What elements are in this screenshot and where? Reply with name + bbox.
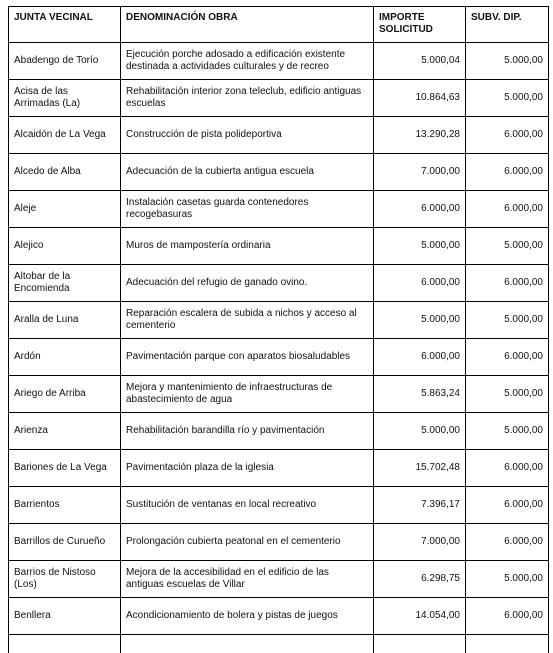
- cell-denominacion-obra: Pavimentación plaza de la iglesia: [121, 450, 374, 487]
- cell-subv-dip: 6.000,00: [466, 191, 549, 228]
- cell-importe-solicitud: 5.863,24: [374, 376, 466, 413]
- cell-importe-solicitud: 14.054,00: [374, 598, 466, 635]
- cell-denominacion-obra: Mejora de la accesibilidad en el edificio de las antiguas escuelas de Villar: [121, 561, 374, 598]
- cell-denominacion-obra: Muros de mampostería ordinaria: [121, 228, 374, 265]
- cell-denominacion-obra: Adecuación del refugio de ganado ovino.: [121, 265, 374, 302]
- cell-junta-vecinal: Barrios de Nistoso (Los): [9, 561, 121, 598]
- cell-denominacion-obra: Reparación escalera de subida a nichos y acceso al cementerio: [121, 302, 374, 339]
- cell-importe-solicitud: 15.702,48: [374, 450, 466, 487]
- cell-subv-dip: 5.000,00: [466, 413, 549, 450]
- cell-denominacion-obra: Acondicionamiento de bolera y pistas de juegos: [121, 598, 374, 635]
- header-subv-dip: SUBV. DIP.: [466, 7, 549, 43]
- cell-junta-vecinal: Abadengo de Torío: [9, 43, 121, 80]
- table-row: [9, 376, 549, 413]
- cell-junta-vecinal: Altobar de la Encomienda: [9, 265, 121, 302]
- table-row: [9, 228, 549, 265]
- cell-denominacion-obra: Sustitución de ventanas en local recreativo: [121, 487, 374, 524]
- subsidy-table: [8, 6, 549, 653]
- cell-denominacion-obra: Pavimentación parque con aparatos biosaludables: [121, 339, 374, 376]
- cell-denominacion-obra: Adecuación de la cubierta antigua escuela: [121, 154, 374, 191]
- cell-denominacion-obra: Prolongación cubierta peatonal en el cementerio: [121, 524, 374, 561]
- table-row: [9, 265, 549, 302]
- cell-subv-dip: 5.000,00: [466, 80, 549, 117]
- cell-denominacion-obra: Instalación casetas guarda contenedores recogebasuras: [121, 191, 374, 228]
- cell-junta-vecinal: Alcedo de Alba: [9, 154, 121, 191]
- table-row: [9, 43, 549, 80]
- table-row: [9, 561, 549, 598]
- table-row: [9, 154, 549, 191]
- cell-subv-dip: 6.000,00: [466, 154, 549, 191]
- table-row: [9, 487, 549, 524]
- cell-denominacion-obra: Ejecución porche adosado a edificación existente destinada a actividades culturales y de recreo: [121, 43, 374, 80]
- cell-importe-solicitud: 5.000,00: [374, 413, 466, 450]
- table-row: [9, 80, 549, 117]
- cell-junta-vecinal: Aralla de Luna: [9, 302, 121, 339]
- cell-subv-dip: 6.000,00: [466, 339, 549, 376]
- table-row: [9, 413, 549, 450]
- cell-subv-dip: 5.000,00: [466, 302, 549, 339]
- cell-importe-solicitud: 5.000,04: [374, 43, 466, 80]
- cell-subv-dip: 5.000,00: [466, 43, 549, 80]
- cell-subv-dip: 6.000,00: [466, 598, 549, 635]
- header-junta-vecinal: JUNTA VECINAL: [9, 7, 121, 43]
- cell-junta-vecinal: Alejico: [9, 228, 121, 265]
- cell-denominacion-obra: Mejora y mantenimiento de infraestructuras de abastecimiento de agua: [121, 376, 374, 413]
- table-row: [9, 524, 549, 561]
- cell-denominacion-obra: Construcción de pista polideportiva: [121, 117, 374, 154]
- cell-subv-dip: 6.000,00: [466, 265, 549, 302]
- cell-subv-dip: 5.000,00: [466, 561, 549, 598]
- cell-junta-vecinal: Ariego de Arriba: [9, 376, 121, 413]
- cell-importe-solicitud: 7.000,00: [374, 154, 466, 191]
- table-row: [9, 191, 549, 228]
- cell-subv-dip: 6.000,00: [466, 524, 549, 561]
- cell-junta-vecinal: Alcaidón de La Vega: [9, 117, 121, 154]
- cell-subv-dip: 5.000,00: [466, 228, 549, 265]
- cell-importe-solicitud: 6.000,00: [374, 339, 466, 376]
- cell-importe-solicitud: 5.000,00: [374, 302, 466, 339]
- cell-junta-vecinal: Barrillos de Curueño: [9, 524, 121, 561]
- cell-junta-vecinal: Ardón: [9, 339, 121, 376]
- cell-subv-dip: 6.000,00: [466, 450, 549, 487]
- table-row-cut: [9, 635, 549, 653]
- cell-importe-solicitud: 7.000,00: [374, 524, 466, 561]
- cell-denominacion-obra: Rehabilitación interior zona teleclub, edificio antiguas escuelas: [121, 80, 374, 117]
- cell-junta-vecinal: Acisa de las Arrimadas (La): [9, 80, 121, 117]
- cell-junta-vecinal: Arienza: [9, 413, 121, 450]
- cell-subv-dip: 6.000,00: [466, 487, 549, 524]
- header-denominacion-obra: DENOMINACIÓN OBRA: [121, 7, 374, 43]
- cell-junta-vecinal: Bariones de La Vega: [9, 450, 121, 487]
- cell-junta-vecinal: Aleje: [9, 191, 121, 228]
- cell-junta-vecinal: Benllera: [9, 598, 121, 635]
- cell-importe-solicitud: 7.396,17: [374, 487, 466, 524]
- cell-subv-dip: 5.000,00: [466, 376, 549, 413]
- header-importe-solicitud: IMPORTE SOLICITUD: [374, 7, 466, 43]
- table-row: [9, 302, 549, 339]
- cell-importe-solicitud: 10.864,63: [374, 80, 466, 117]
- table-row: [9, 450, 549, 487]
- table-body: [9, 43, 549, 653]
- cell-importe-solicitud: 6.298,75: [374, 561, 466, 598]
- cell-denominacion-obra: Rehabilitación barandilla río y pavimentación: [121, 413, 374, 450]
- cell-importe-solicitud: 13.290,28: [374, 117, 466, 154]
- cell-junta-vecinal: Barrientos: [9, 487, 121, 524]
- table-header-row: [9, 7, 549, 43]
- cell-importe-solicitud: 6.000,00: [374, 191, 466, 228]
- cell-importe-solicitud: 6.000,00: [374, 265, 466, 302]
- table-row: [9, 117, 549, 154]
- table-row: [9, 339, 549, 376]
- cell-subv-dip: 6.000,00: [466, 117, 549, 154]
- cell-importe-solicitud: 5.000,00: [374, 228, 466, 265]
- table-row: [9, 598, 549, 635]
